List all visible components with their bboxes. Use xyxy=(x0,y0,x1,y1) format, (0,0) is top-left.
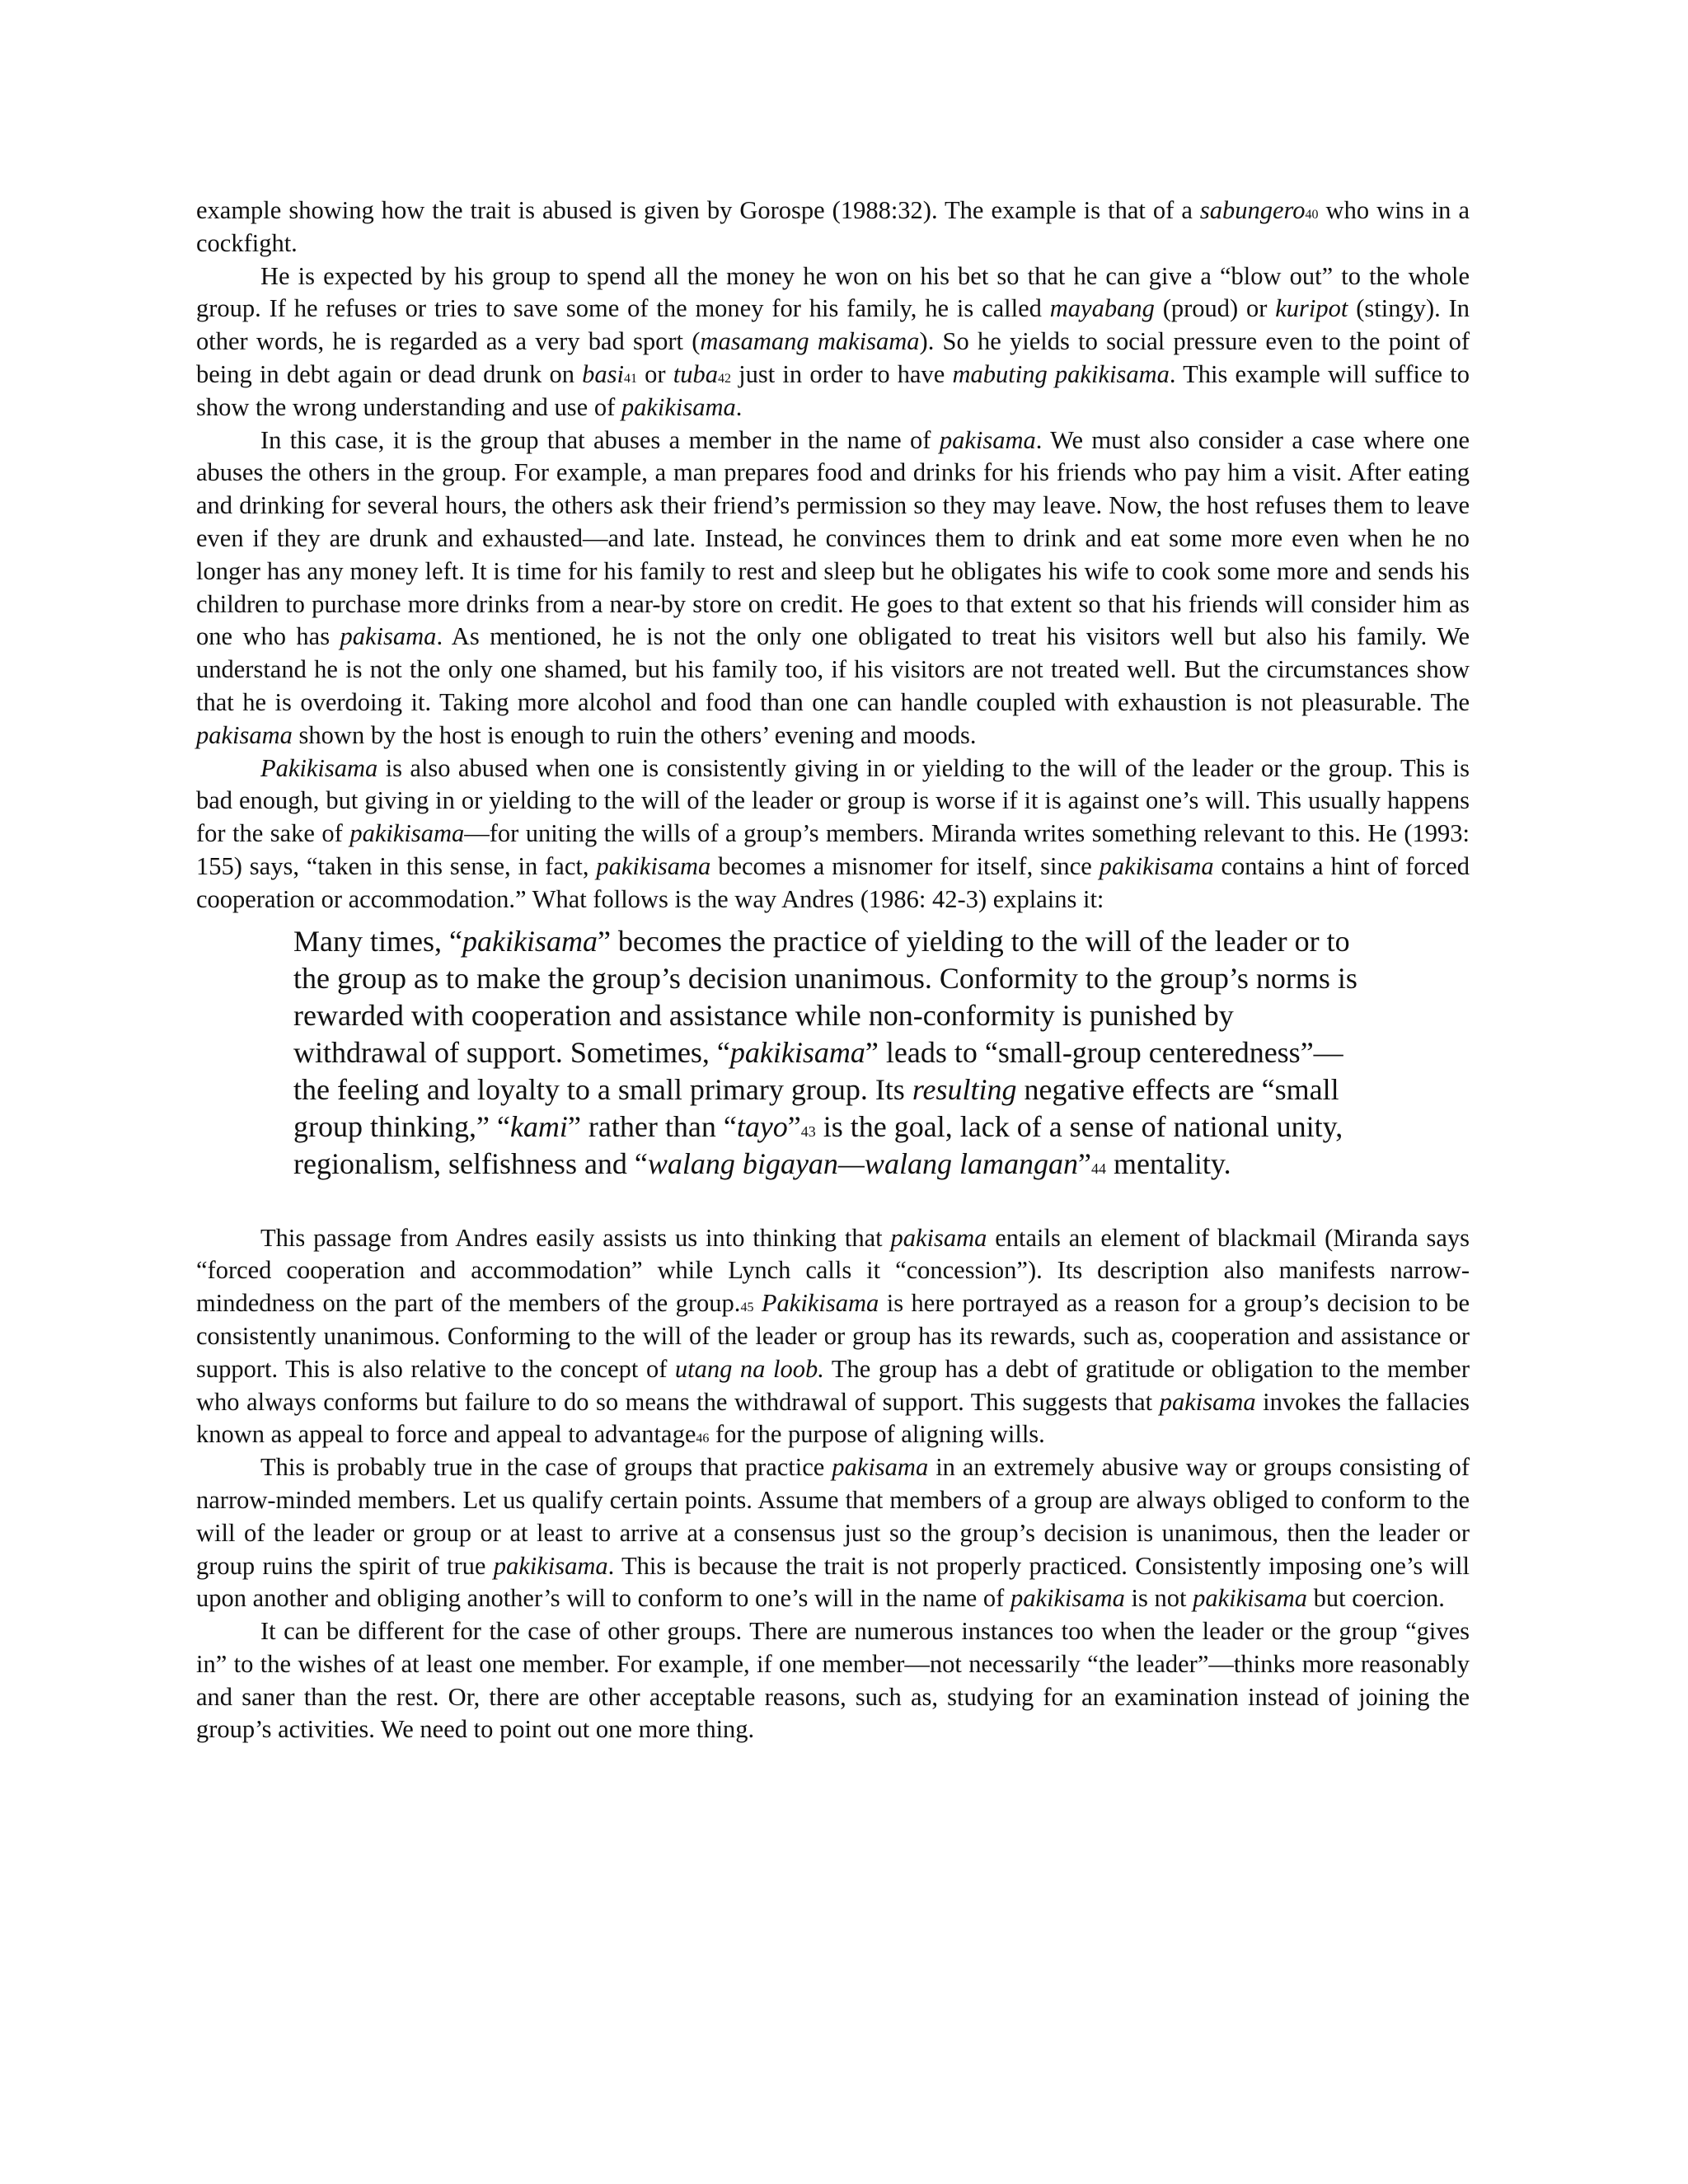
p6-text-i: but coercion. xyxy=(1307,1584,1445,1613)
p5-term-utang-na-loob: utang na loob. xyxy=(674,1354,824,1383)
p1-text-a: example showing how the trait is abused is given by Gorospe (1988:32). The example is that of a xyxy=(196,196,1200,224)
p5-text-c: entails an element of blackmail (Miranda says “forced cooperation and accommodation” while Lynch calls it “concession”). Its description also manifests narrow-mindedness on the part of the members of the group. xyxy=(196,1223,1470,1318)
quote-text-q: mentality. xyxy=(1105,1146,1231,1180)
p2-term-mabuting-pakikisama: mabuting pakikisama xyxy=(952,359,1170,388)
quote-text-c: ” becomes the practice of yielding to the will of the leader or to the group as to make the group’s decision unanimous. Conformity to the group’s norms is rewarded with cooperation and assistance while non-conformity is punished by withdrawal of support. Sometimes, “ xyxy=(293,924,1357,1069)
p6-term-pakikisama-1: pakikisama xyxy=(493,1551,608,1580)
p5-term-pakisama-1: pakisama xyxy=(890,1223,987,1252)
p3-text-a: In this case, it is the group that abuses a member in the name of xyxy=(260,425,940,454)
footnote-ref-41: 41 xyxy=(623,371,637,386)
footnote-ref-44: 44 xyxy=(1090,1160,1106,1177)
paragraph-3 xyxy=(196,424,1470,752)
p4-text-b: is also abused when one is consistently giving in or yielding to the will of the leader or the group. This is bad enough, but giving in or yielding to the will of the leader or group is worse if it is against one’s will. This usually happens for the sake of xyxy=(196,753,1470,848)
p2-term-masamang-makisama: masamang makisama xyxy=(700,327,920,356)
p3-term-pakisama-2: pakisama xyxy=(340,622,437,651)
p1-text-d: who wins in a cockfight. xyxy=(196,196,1470,257)
p6-term-pakikisama-2: pakikisama xyxy=(1010,1584,1125,1613)
p2-term-pakikisama: pakikisama xyxy=(621,392,736,421)
p4-term-pakikisama-4: pakikisama xyxy=(1099,851,1214,880)
p5-text-i: The group has a debt of gratitude or obligation to the member who always conforms but failure to do so means the withdrawal of support. This suggests that xyxy=(196,1354,1470,1416)
footnote-ref-45: 45 xyxy=(740,1301,754,1315)
quote-text-a: Many times, “ xyxy=(293,924,462,958)
p3-text-c: . We must also consider a case where one abuses the others in the group. For example, a man prepares food and drinks for his friends who pay him a visit. After eating and drinking for several hours, the others ask their friend’s permission so they may leave. Now, the host refuses them to leave even if they are drunk and exhausted—and late. Instead, he convinces them to drink and eat some more even when he no longer has any money left. It is time for his family to rest and sleep but he obligates his wife to cook some more and sends his children to purchase more drinks from a near-by store on credit. He goes to that extent so that his friends will consider him as one who has xyxy=(196,425,1470,651)
quote-text-e: ” leads to “small-group centeredness”—the feeling and loyalty to a small primary group. Its xyxy=(293,1035,1343,1106)
p6-term-pakikisama-3: pakikisama xyxy=(1193,1584,1308,1613)
quote-term-pakikisama-2: pakikisama xyxy=(729,1035,865,1069)
paragraph-2 xyxy=(196,260,1470,424)
p5-term-pakikisama: Pakikisama xyxy=(761,1289,879,1318)
p6-text-g: is not xyxy=(1124,1584,1193,1613)
p2-text-a: He is expected by his group to spend all the money he won on his bet so that he can give a “blow out” to the whole group. If he refuses or tries to save some of the money for his family, he is called xyxy=(196,261,1470,323)
p2-term-kuripot: kuripot xyxy=(1275,294,1348,323)
p5-text-g: is here portrayed as a reason for a group’s decision to be consistently unanimous. Conforming to the will of the leader or group has its rewards, such as, cooperation and assistance or support. This is also relative to the concept of xyxy=(196,1289,1470,1383)
p3-term-pakisama-3: pakisama xyxy=(196,720,293,749)
paragraph-1 xyxy=(196,194,1470,260)
p5-term-pakisama-2: pakisama xyxy=(1159,1387,1256,1416)
quote-text-k: ” xyxy=(787,1109,801,1143)
quote-text-m: is the goal, lack of a sense of national unity, regionalism, selfishness and “ xyxy=(293,1109,1343,1180)
p4-text-f: becomes a misnomer for itself, since xyxy=(710,851,1100,880)
paragraph-4 xyxy=(196,752,1470,916)
p5-text-e xyxy=(753,1289,761,1317)
p2-term-tuba: tuba xyxy=(673,359,718,388)
p2-text-q: . xyxy=(735,392,743,421)
footnote-ref-40: 40 xyxy=(1305,208,1319,222)
p2-text-g: ). So he yields to social pressure even to the point of being in debt again or dead drunk on xyxy=(196,327,1470,388)
p5-text-k: invokes the fallacies known as appeal to force and appeal to advantage xyxy=(196,1387,1470,1449)
footnote-ref-43: 43 xyxy=(800,1122,816,1140)
p2-term-mayabang: mayabang xyxy=(1049,294,1155,323)
document-page xyxy=(196,194,1470,1746)
p2-text-m: just in order to have xyxy=(731,359,953,388)
p3-text-e: . As mentioned, he is not the only one obligated to treat his visitors well but also his family. We understand he is not the only one shamed, but his family too, if his visitors are not treated well. But the circumstances show that he is overdoing it. Taking more alcohol and food than one can handle coupled with exhaustion is not pleasurable. The xyxy=(196,622,1470,716)
quote-text-i: ” rather than “ xyxy=(567,1109,737,1143)
p7-text-a: It can be different for the case of other groups. There are numerous instances too when the leader or the group “gives in” to the wishes of at least one member. For example, if one member—not necessarily “the leader”—thinks more reasonably and saner than the rest. Or, there are other acceptable reasons, such as, studying for an examination instead of joining the group’s activities. We need to point out one more thing. xyxy=(196,1617,1470,1744)
quote-term-pakikisama-1: pakikisama xyxy=(462,924,598,958)
p5-text-a: This passage from Andres easily assists us into thinking that xyxy=(260,1223,891,1252)
p6-text-e: . This is because the trait is not properly practiced. Consistently imposing one’s will upon another and obliging another’s will to conform to one’s will in the name of xyxy=(196,1551,1470,1613)
p4-text-h: contains a hint of forced cooperation or accommodation.” What follows is the way Andres (1986: 42-3) explains it: xyxy=(196,851,1470,913)
p4-text-d: —for uniting the wills of a group’s members. Miranda writes something relevant to this. He (1993: 155) says, “taken in this sense, in fact, xyxy=(196,819,1470,880)
quote-text-g: negative effects are “small group thinking,” “ xyxy=(293,1072,1339,1143)
p6-text-a: This is probably true in the case of groups that practice xyxy=(260,1453,832,1482)
quote-term-resulting: resulting xyxy=(912,1072,1017,1106)
quote-text-o: ” xyxy=(1077,1146,1091,1180)
footnote-ref-46: 46 xyxy=(696,1432,710,1446)
p2-text-e: (stingy). In other words, he is regarded as a very bad sport ( xyxy=(196,294,1470,356)
quote-term-tayo: tayo xyxy=(736,1109,788,1143)
paragraph-7 xyxy=(196,1615,1470,1746)
p4-term-pakikisama-2: pakikisama xyxy=(349,819,465,848)
footnote-ref-42: 42 xyxy=(718,371,731,386)
block-quote-andres xyxy=(293,923,1365,1183)
p3-text-g: shown by the host is enough to ruin the others’ evening and moods. xyxy=(292,720,977,749)
p2-text-j: or xyxy=(636,359,673,388)
quote-term-walang-bigayan: walang bigayan—walang lamangan xyxy=(647,1146,1078,1180)
p4-term-pakikisama-3: pakikisama xyxy=(596,851,711,880)
p6-term-pakisama: pakisama xyxy=(832,1453,929,1482)
p2-text-o: . This example will suffice to show the wrong understanding and use of xyxy=(196,359,1470,421)
paragraph-6 xyxy=(196,1451,1470,1615)
paragraph-5 xyxy=(196,1222,1470,1452)
p2-term-basi: basi xyxy=(582,359,624,388)
p5-text-m: for the purpose of aligning wills. xyxy=(709,1420,1045,1449)
p4-term-pakikisama-1: Pakikisama xyxy=(260,753,378,782)
quote-term-kami: kami xyxy=(509,1109,568,1143)
p2-text-c: (proud) or xyxy=(1154,294,1276,323)
p1-term-sabungero: sabungero xyxy=(1199,196,1306,224)
p6-text-c: in an extremely abusive way or groups consisting of narrow-minded members. Let us qualify certain points. Assume that members of a group are always obliged to conform to the will of the leader or group or at least to arrive at a consensus just so the group’s decision is unanimous, then the leader or group ruins the spirit of true xyxy=(196,1453,1470,1580)
p3-term-pakisama-1: pakisama xyxy=(939,425,1036,454)
